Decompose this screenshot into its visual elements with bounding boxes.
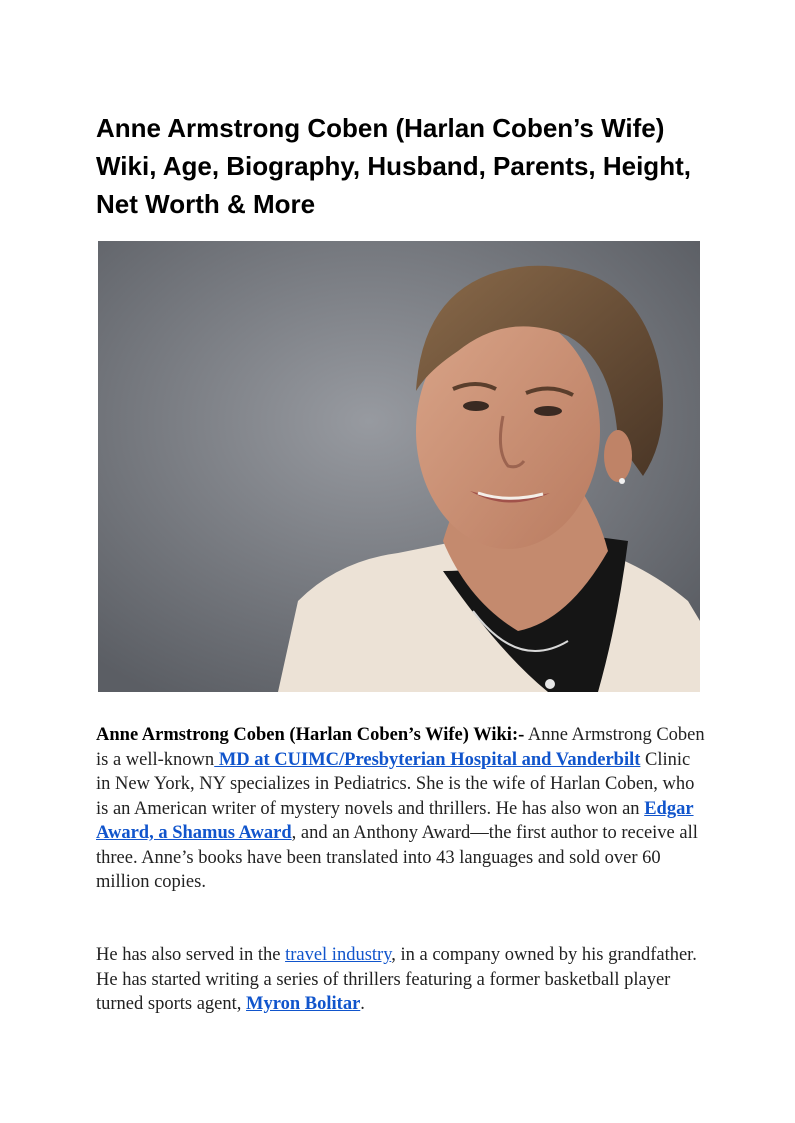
link-myron-bolitar[interactable]: Myron Bolitar <box>246 994 361 1014</box>
link-travel-industry[interactable]: travel industry <box>285 945 392 965</box>
paragraph-wiki <box>96 723 706 895</box>
portrait-photo <box>98 241 700 692</box>
paragraph-text: , in a company owned by his grandfather. He has started writing a series of thrillers featuring a former basketball player turned sports agent, <box>96 945 697 1014</box>
portrait-illustration <box>98 241 700 692</box>
link-md-cuimc[interactable]: MD at CUIMC/Presbyterian Hospital and Vanderbilt <box>214 749 641 770</box>
paragraph-career <box>96 943 706 1017</box>
paragraph-text: , and an Anthony Award—the first author to receive all three. Anne’s books have been translated into 43 languages and sold over 60 million copies. <box>96 823 698 892</box>
paragraph-text: Clinic in New York, NY specializes in Pediatrics. She is the wife of Harlan Coben, who is an American writer of mystery novels and thrillers. He has also won an <box>96 749 695 819</box>
article-title: Anne Armstrong Coben (Harlan Coben’s Wife) Wiki, Age, Biography, Husband, Parents, Height, Net Worth & More <box>96 113 691 219</box>
paragraph-lead: Anne Armstrong Coben (Harlan Coben’s Wife) Wiki:- <box>96 725 525 745</box>
paragraph-text: He has also served in the <box>96 945 286 965</box>
paragraph-text: Anne Armstrong Coben is a well-known <box>96 725 705 770</box>
link-edgar-award[interactable]: Edgar Award, a Shamus Award <box>96 798 694 843</box>
paragraph-text: . <box>360 994 365 1014</box>
